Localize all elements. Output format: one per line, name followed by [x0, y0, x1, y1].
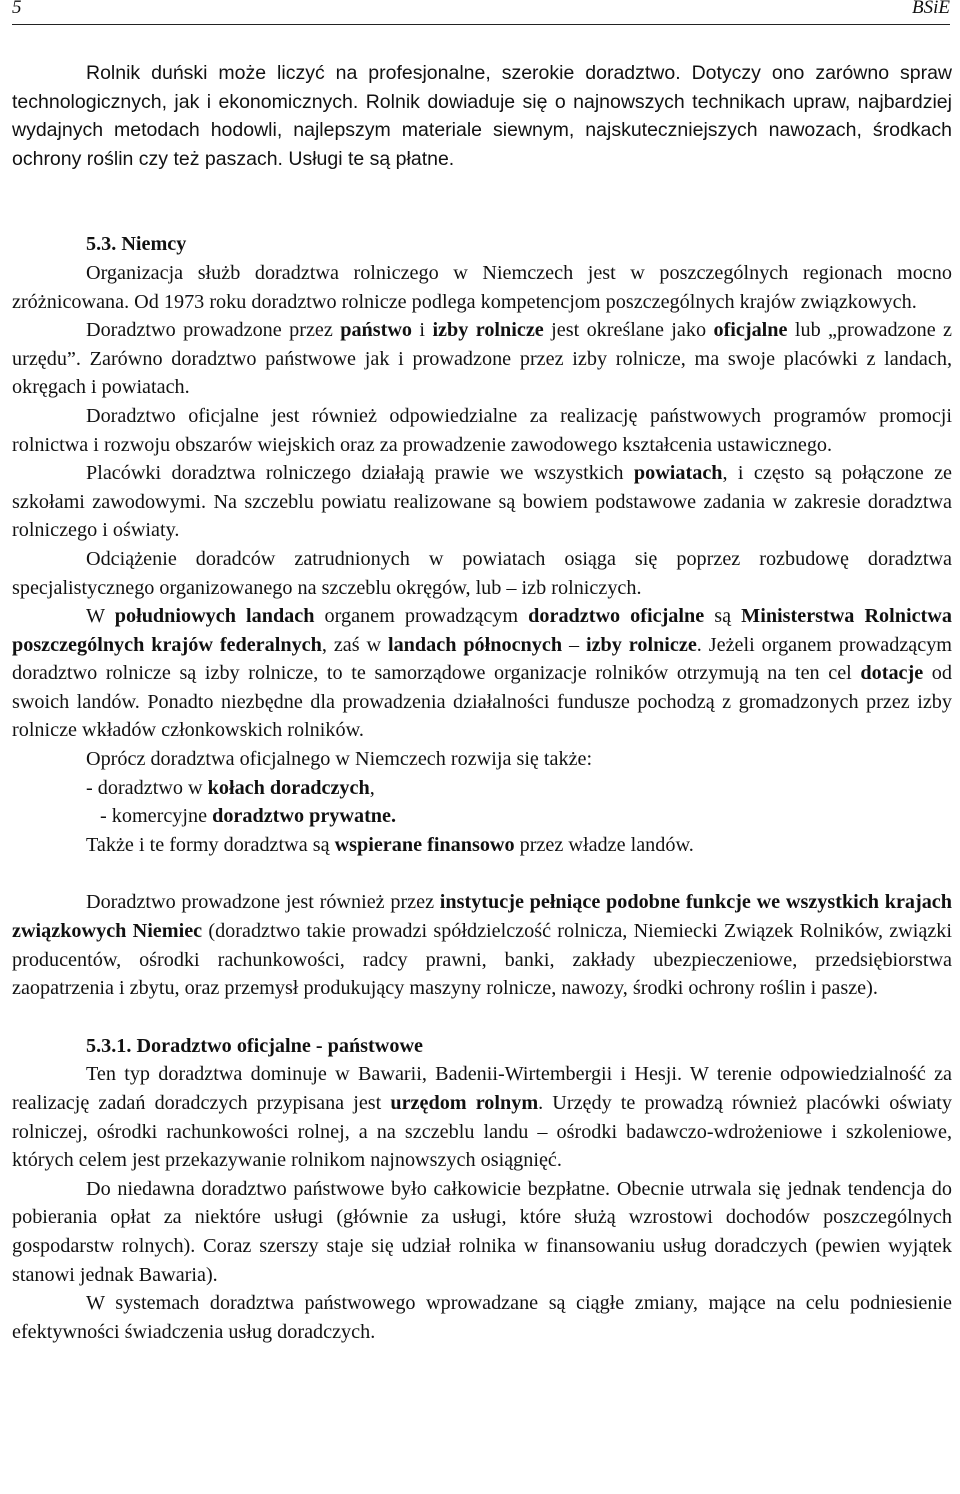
paragraph-other-forms-intro: Oprócz doradztwa oficjalnego w Niemczech rozwija się także: [86, 748, 593, 771]
paragraph-official-responsibility: Doradztwo oficjalne jest również odpowiedzialne za realizację państwowych programów promocji rolnictwa i rozwoju obszarów wiejskich oraz za prowadzenie zawodowego kształcenia ustawicznego. [12, 404, 952, 456]
page-number: 5 [12, 0, 22, 18]
paragraph-district-offices: Placówki doradztwa rolniczego działają prawie we wszystkich powiatach, i często są połączone ze szkołami zawodowymi. Na szczeblu powiatu realizowane są bowiem podstawowe zadania w zakresie doradztwa rolniczego i oświaty. [12, 462, 953, 542]
paragraph-official-advisory: Doradztwo prowadzone przez państwo i izby rolnicze jest określane jako oficjalne lub „prowadzone z urzędu”. Zarówno doradztwo państwowe jak i prowadzone przez izby rolnicze, ma swoje placówki z landach, okręgach i powiatach. [12, 319, 953, 399]
list-item: - komercyjne doradztwo prywatne. [100, 805, 397, 828]
section-heading-5-3: 5.3. Niemcy [86, 233, 187, 256]
section-heading-5-3-1: 5.3.1. Doradztwo oficjalne - państwowe [86, 1034, 423, 1057]
list-item: - doradztwo w kołach doradczych, [86, 776, 375, 799]
paragraph-advisory-type: Ten typ doradztwa dominuje w Bawarii, Badenii-Wirtembergii i Hesji. W terenie odpowiedzialność za realizację zadań doradczych przypisana jest urzędom rolnym. Urzędy te prowadzą również placówki oświaty rolniczej, ośrodki rachunkowości rolnej, a na szczeblu landu – ośrodki badawczo-wdrożeniowe i szkoleniowe, których celem jest przekazywanie rolnikom najnowszych osiągnięć. [12, 1063, 952, 1172]
paragraph-organization: Organizacja służb doradztwa rolniczego w Niemczech jest w poszczególnych regionach mocno zróżnicowana. Od 1973 roku doradztwo rolnicze podlega kompetencjom poszczególnych krajów związkowych. [12, 261, 952, 313]
intro-paragraph: Rolnik duński może liczyć na profesjonalne, szerokie doradztwo. Dotyczy ono zarówno spraw technologicznych, jak i ekonomicznych. Rolnik dowiaduje się o najnowszych technikach upraw, najbardziej wydajnych metodach hodowli, najlepszym materiale siewnym, najskuteczniejszych nawozach, środkach ochrony roślin czy też paszach. Usługi te są płatne. [12, 62, 952, 170]
paragraph-southern-northern-lands: W południowych landach organem prowadzącym doradztwo oficjalne są Ministerstwa Rolnictwa poszczególnych krajów federalnych, zaś w landach północnych – izby rolnicze. Jeżeli organem prowadzącym doradztwo rolnicze są izby rolnicze, to te samorządowe organizacje rolników otrzymują na ten cel dotacje od swoich landów. Ponadto niezbędne dla prowadzenia działalności fundusze pochodzą z gromadzonych przez izby rolnicze wkładów członkowskich rolników. [12, 605, 953, 742]
paragraph-specialist-advisory: Odciążenie doradców zatrudnionych w powiatach osiąga się poprzez rozbudowę doradztwa specjalistycznego organizowanego na szczeblu okręgów, lub – izb rolniczych. [12, 547, 952, 599]
paragraph-other-institutions: Doradztwo prowadzone jest również przez instytucje pełniące podobne funkcje we wszystkich krajach związkowych Niemiec (doradztwo takie prowadzi spółdzielczość rolnicza, Niemiecki Związek Rolników, związki producentów, ośrodki rachunkowości, radcy prawni, banki, zakłady ubezpieczeniowe, przedsiębiorstwa zaopatrzenia i zbytu, oraz przemysł produkujący maszyny rolnicze, nawozy, środki ochrony roślin i pasze). [12, 891, 952, 1000]
paragraph-fees: Do niedawna doradztwo państwowe było całkowicie bezpłatne. Obecnie utrwala się jednak tendencja do pobierania opłat za niektóre usługi (głównie za usługi, które służą wzrostowi dochodów poszczególnych gospodarstw rolnych). Coraz szerszy staje się udział rolnika w finansowaniu usług doradczych (pewien wyjątek stanowi jednak Bawaria). [12, 1177, 952, 1286]
header-brand: BSiE [912, 0, 950, 18]
document-body [12, 59, 952, 1346]
paragraph-financial-support: Także i te formy doradztwa są wspierane finansowo przez władze landów. [86, 833, 694, 856]
page-header [12, 0, 950, 25]
paragraph-changes: W systemach doradztwa państwowego wprowadzane są ciągłe zmiany, mające na celu podniesienie efektywności świadczenia usług doradczych. [12, 1292, 952, 1343]
